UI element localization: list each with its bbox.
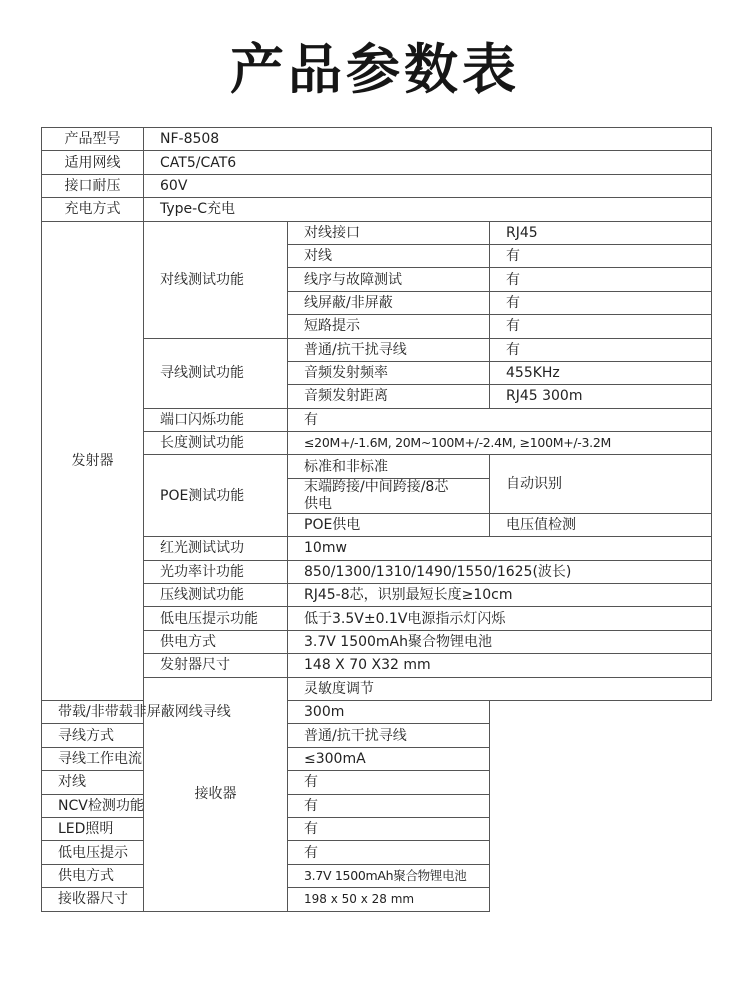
table-row xyxy=(42,221,712,244)
item-value: 低于3.5V±0.1V电源指示灯闪烁 xyxy=(288,607,712,630)
item-value: 有 xyxy=(490,291,712,314)
item-value: 198 x 50 x 28 mm xyxy=(288,888,490,911)
transmitter-label: 发射器 xyxy=(42,221,144,700)
item-value: 有 xyxy=(490,315,712,338)
item-value: RJ45 300m xyxy=(490,385,712,408)
table-row xyxy=(42,700,712,723)
item-value: 有 xyxy=(288,771,490,794)
group-label: 低电压提示功能 xyxy=(144,607,288,630)
row-label: 适用网线 xyxy=(42,151,144,174)
item-label: 供电方式 xyxy=(42,864,288,887)
row-value: NF-8508 xyxy=(144,128,712,151)
item-label: 带载/非带载非屏蔽网线寻线 xyxy=(42,700,288,723)
item-label: 低电压提示 xyxy=(42,841,288,864)
item-label: 音频发射频率 xyxy=(288,361,490,384)
row-label: 接口耐压 xyxy=(42,174,144,197)
group-label: POE测试功能 xyxy=(144,455,288,537)
group-label: 寻线测试功能 xyxy=(144,338,288,408)
item-value: ≤300mA xyxy=(288,747,490,770)
item-value: ≤20M+/-1.6M, 20M~100M+/-2.4M, ≥100M+/-3.2M xyxy=(288,432,712,455)
spec-table xyxy=(41,127,712,912)
item-value: 有 xyxy=(288,408,712,431)
item-value: 有 xyxy=(490,338,712,361)
group-label: 压线测试功能 xyxy=(144,584,288,607)
item-value: 300m xyxy=(288,700,490,723)
table-row xyxy=(42,888,712,911)
item-label: 灵敏度调节 xyxy=(288,677,712,700)
group-label: 对线测试功能 xyxy=(144,221,288,338)
item-label: 对线接口 xyxy=(288,221,490,244)
table-row xyxy=(42,724,712,747)
group-label: 发射器尺寸 xyxy=(144,654,288,677)
row-value: 60V xyxy=(144,174,712,197)
item-label: 接收器尺寸 xyxy=(42,888,288,911)
item-value: 有 xyxy=(490,244,712,267)
receiver-label: 接收器 xyxy=(144,677,288,911)
item-value: 3.7V 1500mAh聚合物锂电池 xyxy=(288,864,490,887)
item-value: 455KHz xyxy=(490,361,712,384)
item-label: 线序与故障测试 xyxy=(288,268,490,291)
item-label: NCV检测功能 xyxy=(42,794,288,817)
item-label: LED照明 xyxy=(42,817,288,840)
item-value: 有 xyxy=(288,794,490,817)
table-row xyxy=(42,817,712,840)
row-value: CAT5/CAT6 xyxy=(144,151,712,174)
item-value: RJ45-8芯，识别最短长度≥10cm xyxy=(288,584,712,607)
table-row xyxy=(42,128,712,151)
item-value: 有 xyxy=(288,817,490,840)
row-label: 充电方式 xyxy=(42,198,144,221)
item-value: 10mw xyxy=(288,537,712,560)
table-row xyxy=(42,747,712,770)
item-value: 850/1300/1310/1490/1550/1625(波长) xyxy=(288,560,712,583)
item-label: 末端跨接/中间跨接/8芯供电 xyxy=(288,478,490,513)
item-label: 普通/抗干扰寻线 xyxy=(288,338,490,361)
item-label: 对线 xyxy=(42,771,288,794)
item-value: RJ45 xyxy=(490,221,712,244)
table-row xyxy=(42,771,712,794)
item-label: 寻线方式 xyxy=(42,724,288,747)
item-value: 自动识别 xyxy=(490,455,712,513)
table-row xyxy=(42,198,712,221)
item-value: 有 xyxy=(288,841,490,864)
item-label: 线屏蔽/非屏蔽 xyxy=(288,291,490,314)
row-value: Type-C充电 xyxy=(144,198,712,221)
item-label: 寻线工作电流 xyxy=(42,747,288,770)
item-label: 标准和非标准 xyxy=(288,455,490,478)
group-label: 长度测试功能 xyxy=(144,432,288,455)
table-row xyxy=(42,174,712,197)
table-row xyxy=(42,794,712,817)
item-value: 3.7V 1500mAh聚合物锂电池 xyxy=(288,630,712,653)
item-label: 音频发射距离 xyxy=(288,385,490,408)
group-label: 红光测试试功 xyxy=(144,537,288,560)
item-label: 对线 xyxy=(288,244,490,267)
table-row xyxy=(42,151,712,174)
item-label: 短路提示 xyxy=(288,315,490,338)
item-value: 有 xyxy=(490,268,712,291)
group-label: 端口闪烁功能 xyxy=(144,408,288,431)
item-value: 电压值检测 xyxy=(490,513,712,536)
page-title: 产品参数表 xyxy=(230,38,520,101)
group-label: 供电方式 xyxy=(144,630,288,653)
item-label: POE供电 xyxy=(288,513,490,536)
item-value: 148 X 70 X32 mm xyxy=(288,654,712,677)
item-value: 普通/抗干扰寻线 xyxy=(288,724,490,747)
row-label: 产品型号 xyxy=(42,128,144,151)
table-row xyxy=(42,841,712,864)
group-label: 光功率计功能 xyxy=(144,560,288,583)
table-row xyxy=(42,864,712,887)
